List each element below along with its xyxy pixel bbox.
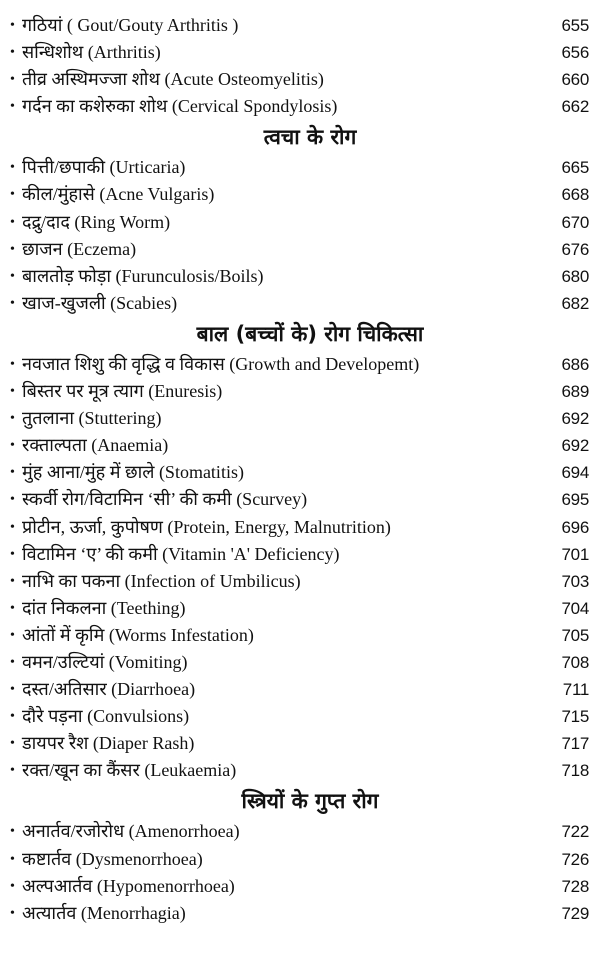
toc-entry xyxy=(0,154,600,181)
bullet-icon: • xyxy=(10,438,15,454)
entry-title: रक्ताल्पता (Anaemia) xyxy=(22,435,169,456)
toc-entry xyxy=(0,12,600,39)
toc-section-continued xyxy=(0,12,600,120)
toc-entry xyxy=(0,263,600,290)
bullet-icon: • xyxy=(10,763,15,779)
entry-page-number: 655 xyxy=(561,16,589,35)
entry-page-number: 726 xyxy=(561,849,589,869)
entry-page-number: 701 xyxy=(561,544,589,564)
bullet-icon: • xyxy=(10,241,15,257)
entry-page-number: 692 xyxy=(561,409,589,429)
bullet-icon: • xyxy=(10,160,15,176)
bullet-icon: • xyxy=(10,45,15,61)
bullet-icon: • xyxy=(10,268,15,284)
bullet-icon: • xyxy=(10,465,15,481)
entry-page-number: 704 xyxy=(561,598,589,618)
entry-page-number: 695 xyxy=(561,490,589,510)
toc-entry xyxy=(0,351,600,378)
entry-title: तुतलाना (Stuttering) xyxy=(22,408,162,429)
toc-entry xyxy=(0,846,600,873)
entry-page-number: 668 xyxy=(561,185,589,205)
entry-page-number: 656 xyxy=(561,43,589,63)
bullet-icon: • xyxy=(10,492,15,508)
bullet-icon: • xyxy=(10,682,15,698)
toc-entry xyxy=(0,486,600,513)
entry-page-number: 686 xyxy=(561,354,589,374)
bullet-icon: • xyxy=(10,546,15,562)
entry-title: बालतोड़ फोड़ा (Furunculosis/Boils) xyxy=(22,265,264,286)
toc-entry xyxy=(0,703,600,730)
entry-title: प्रोटीन, ऊर्जा, कुपोषण (Protein, Energy, Malnutrition) xyxy=(22,516,391,537)
entry-title: अल्पआर्तव (Hypomenorrhoea) xyxy=(22,875,235,896)
toc-entry xyxy=(0,622,600,649)
bullet-icon: • xyxy=(10,72,15,88)
table-of-contents xyxy=(0,12,600,927)
entry-title: विटामिन ‘ए’ की कमी (Vitamin 'A' Deficiency) xyxy=(22,543,340,564)
entry-page-number: 696 xyxy=(561,517,589,537)
toc-entry xyxy=(0,676,600,703)
section-heading: त्वचा के रोग xyxy=(263,125,357,150)
toc-entry xyxy=(0,378,600,405)
toc-entry xyxy=(0,595,600,622)
bullet-icon: • xyxy=(10,356,15,372)
entry-page-number: 676 xyxy=(561,239,589,259)
entry-page-number: 708 xyxy=(561,652,589,672)
bullet-icon: • xyxy=(10,736,15,752)
entry-page-number: 682 xyxy=(561,293,589,313)
bullet-icon: • xyxy=(10,384,15,400)
entry-page-number: 711 xyxy=(562,680,589,700)
toc-entry xyxy=(0,568,600,595)
entry-title: रक्त/खून का कैंसर (Leukaemia) xyxy=(22,760,237,781)
entry-page-number: 694 xyxy=(561,463,589,483)
toc-entry xyxy=(0,290,600,317)
entry-title: अत्यार्तव (Menorrhagia) xyxy=(22,902,186,923)
toc-entry xyxy=(0,66,600,93)
entry-title: बिस्तर पर मूत्र त्याग (Enuresis) xyxy=(22,381,223,402)
entry-title: स्कर्वी रोग/विटामिन ‘सी’ की कमी (Scurvey) xyxy=(22,489,308,510)
entry-title: दस्त/अतिसार (Diarrhoea) xyxy=(22,679,196,700)
toc-entry xyxy=(0,900,600,927)
bullet-icon: • xyxy=(10,295,15,311)
entry-title: दांत निकलना (Teething) xyxy=(22,597,186,618)
entry-page-number: 689 xyxy=(561,382,589,402)
entry-title: छाजन (Eczema) xyxy=(22,238,137,259)
entry-page-number: 660 xyxy=(561,70,589,90)
entry-page-number: 728 xyxy=(561,876,589,896)
toc-entry xyxy=(0,818,600,845)
entry-title: सन्धिशोथ (Arthritis) xyxy=(22,42,161,63)
entry-page-number: 717 xyxy=(561,734,589,754)
toc-entry xyxy=(0,730,600,757)
bullet-icon: • xyxy=(10,519,15,535)
toc-entry xyxy=(0,181,600,208)
entry-title: कील/मुंहासे (Acne Vulgaris) xyxy=(22,184,215,205)
section-heading: बाल (बच्चों के) रोग चिकित्सा xyxy=(196,321,424,346)
toc-entry xyxy=(0,541,600,568)
entry-page-number: 729 xyxy=(561,903,589,923)
toc-entry xyxy=(0,757,600,784)
bullet-icon: • xyxy=(10,600,15,616)
toc-entry xyxy=(0,649,600,676)
entry-title: खाज-खुजली (Scabies) xyxy=(22,292,178,313)
toc-entry xyxy=(0,236,600,263)
entry-title: अनार्तव/रजोरोध (Amenorrhoea) xyxy=(22,821,240,842)
bullet-icon: • xyxy=(10,709,15,725)
bullet-icon: • xyxy=(10,824,15,840)
bullet-icon: • xyxy=(10,654,15,670)
entry-page-number: 703 xyxy=(561,571,589,591)
entry-page-number: 665 xyxy=(561,158,589,178)
entry-title: आंतों में कृमि (Worms Infestation) xyxy=(22,624,254,645)
bullet-icon: • xyxy=(10,851,15,867)
toc-section-womens-diseases xyxy=(0,784,600,926)
bullet-icon: • xyxy=(10,187,15,203)
toc-entry xyxy=(0,873,600,900)
section-heading: स्त्रियों के गुप्त रोग xyxy=(241,789,379,814)
toc-entry xyxy=(0,514,600,541)
toc-section-childrens-diseases xyxy=(0,317,600,785)
entry-page-number: 662 xyxy=(561,97,589,117)
bullet-icon: • xyxy=(10,573,15,589)
entry-page-number: 680 xyxy=(561,266,589,286)
entry-title: कष्टार्तव (Dysmenorrhoea) xyxy=(22,848,203,869)
entry-page-number: 670 xyxy=(561,212,589,232)
entry-title: दौरे पड़ना (Convulsions) xyxy=(22,706,190,727)
entry-title: मुंह आना/मुंह में छाले (Stomatitis) xyxy=(22,462,244,483)
bullet-icon: • xyxy=(10,411,15,427)
toc-section-skin-diseases xyxy=(0,120,600,317)
bullet-icon: • xyxy=(10,627,15,643)
entry-title: नाभि का पकना (Infection of Umbilicus) xyxy=(22,570,301,591)
entry-title: दद्रु/दाद (Ring Worm) xyxy=(22,211,171,232)
entry-title: पित्ती/छपाकी (Urticaria) xyxy=(22,157,186,178)
entry-page-number: 705 xyxy=(561,625,589,645)
toc-entry xyxy=(0,432,600,459)
bullet-icon: • xyxy=(10,18,15,33)
bullet-icon: • xyxy=(10,878,15,894)
entry-page-number: 692 xyxy=(561,436,589,456)
entry-title: नवजात शिशु की वृद्धि व विकास (Growth and Developemt) xyxy=(22,353,420,374)
entry-title: तीव्र अस्थिमज्जा शोथ (Acute Osteomyelitis) xyxy=(22,69,324,90)
entry-page-number: 718 xyxy=(561,761,589,781)
toc-entry xyxy=(0,209,600,236)
entry-page-number: 722 xyxy=(561,822,589,842)
entry-title: गठियां ( Gout/Gouty Arthritis ) xyxy=(22,15,239,35)
toc-entry xyxy=(0,459,600,486)
toc-entry xyxy=(0,93,600,120)
bullet-icon: • xyxy=(10,99,15,115)
entry-title: गर्दन का कशेरुका शोथ (Cervical Spondylosis) xyxy=(22,96,338,117)
toc-entry xyxy=(0,405,600,432)
bullet-icon: • xyxy=(10,214,15,230)
entry-title: डायपर रैश (Diaper Rash) xyxy=(22,733,195,754)
bullet-icon: • xyxy=(10,905,15,921)
toc-entry xyxy=(0,39,600,66)
entry-title: वमन/उल्टियां (Vomiting) xyxy=(22,651,188,672)
entry-page-number: 715 xyxy=(561,707,589,727)
